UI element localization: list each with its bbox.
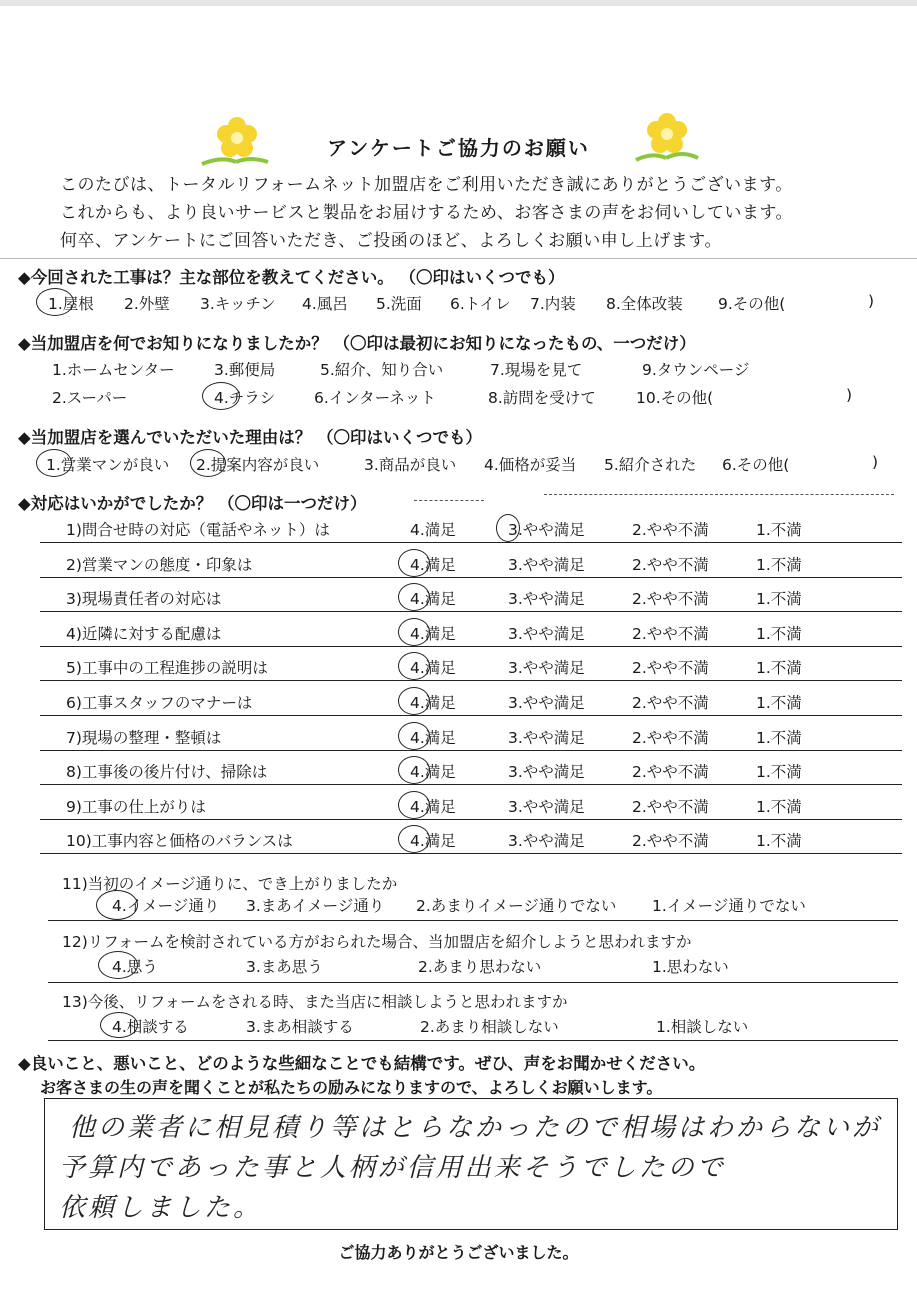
q12-option-3[interactable]: 3.まあ思う xyxy=(246,958,323,976)
selection-circle xyxy=(398,583,430,611)
comment-box[interactable] xyxy=(44,1098,898,1230)
selection-circle xyxy=(398,549,430,577)
q3-option-3[interactable]: 3.商品が良い xyxy=(364,456,457,474)
row-divider xyxy=(40,680,902,681)
q4-rating-option[interactable]: 2.やや不満 xyxy=(632,590,709,608)
q4-rating-option[interactable]: 1.不満 xyxy=(756,798,802,816)
q4-rating-option[interactable]: 4.満足 xyxy=(410,694,456,712)
q4-rating-option[interactable]: 2.やや不満 xyxy=(632,625,709,643)
row-divider xyxy=(40,542,902,543)
q4-rating-option[interactable]: 3.やや満足 xyxy=(508,763,585,781)
selection-circle xyxy=(398,618,430,646)
q4-item-label: 1)問合せ時の対応（電話やネット）は xyxy=(66,521,330,539)
q4-rating-option[interactable]: 4.満足 xyxy=(410,729,456,747)
q1-option-7[interactable]: 7.内装 xyxy=(530,295,576,313)
q4-item-label: 7)現場の整理・整頓は xyxy=(66,729,222,747)
q4-rating-option[interactable]: 3.やや満足 xyxy=(508,694,585,712)
selection-circle xyxy=(398,825,430,853)
selection-circle xyxy=(398,722,430,750)
q4-rating-option[interactable]: 3.やや満足 xyxy=(508,832,585,850)
q4-rating-option[interactable]: 2.やや不満 xyxy=(632,729,709,747)
row-divider xyxy=(40,577,902,578)
q4-rating-option[interactable]: 1.不満 xyxy=(756,521,802,539)
q4-rating-option[interactable]: 1.不満 xyxy=(756,659,802,677)
q4-rating-option[interactable]: 2.やや不満 xyxy=(632,798,709,816)
q4-rating-option[interactable]: 1.不満 xyxy=(756,763,802,781)
q3-option-2[interactable]: 2.提案内容が良い xyxy=(196,456,320,474)
selection-circle xyxy=(190,449,226,477)
q4-rating-option[interactable]: 3.やや満足 xyxy=(508,729,585,747)
q1-option-4[interactable]: 4.風呂 xyxy=(302,295,348,313)
comment-line-2: 予算内であった事と人柄が信用出来そうでしたので xyxy=(59,1153,726,1183)
q12-option-1[interactable]: 1.思わない xyxy=(652,958,729,976)
q13-question: 13)今後、リフォームをされる時、また当店に相談しようと思われますか xyxy=(62,993,568,1011)
q4-rating-option[interactable]: 4.満足 xyxy=(410,590,456,608)
q4-heading xyxy=(18,490,366,514)
row-divider xyxy=(40,646,902,647)
q4-rating-option[interactable]: 1.不満 xyxy=(756,590,802,608)
q2-heading-text: ◆当加盟店を何でお知りになりましたか？ xyxy=(18,334,328,353)
q4-rating-option[interactable]: 1.不満 xyxy=(756,625,802,643)
q2-option-1[interactable]: 1.ホームセンター xyxy=(52,361,175,379)
q4-rating-option[interactable]: 3.やや満足 xyxy=(508,556,585,574)
q2-option-7[interactable]: 7.現場を見て xyxy=(490,361,583,379)
q4-rating-option[interactable]: 2.やや不満 xyxy=(632,659,709,677)
selection-circle xyxy=(398,652,430,680)
selection-circle xyxy=(36,449,72,477)
q2-option-6[interactable]: 6.インターネット xyxy=(314,389,436,407)
selection-circle xyxy=(398,756,430,784)
q4-item-label: 4)近隣に対する配慮は xyxy=(66,625,222,643)
q11-option-1[interactable]: 1.イメージ通りでない xyxy=(652,897,806,915)
q4-rating-option[interactable]: 3.やや満足 xyxy=(508,659,585,677)
q11-question: 11)当初のイメージ通りに、でき上がりましたか xyxy=(62,875,398,893)
q3-option-6-close: ) xyxy=(872,453,879,471)
q3-heading-text: ◆当加盟店を選んでいただいた理由は？ xyxy=(18,428,312,447)
comment-subheading: お客さまの生の声を聞くことが私たちの励みになりますので、よろしくお願いします。 xyxy=(40,1078,663,1097)
q4-rating-option[interactable]: 2.やや不満 xyxy=(632,694,709,712)
q1-option-9-close: ) xyxy=(868,292,875,310)
row-divider xyxy=(40,784,902,785)
q1-option-5[interactable]: 5.洗面 xyxy=(376,295,422,313)
q2-option-5[interactable]: 5.紹介、知り合い xyxy=(320,361,444,379)
q4-note: （〇印は一つだけ） xyxy=(217,494,367,513)
q3-option-4[interactable]: 4.価格が妥当 xyxy=(484,456,577,474)
q1-option-3[interactable]: 3.キッチン xyxy=(200,295,276,313)
q12-question: 12)リフォームを検討されている方がおられた場合、当加盟店を紹介しようと思われますか xyxy=(62,933,692,951)
q4-item-label: 9)工事の仕上がりは xyxy=(66,798,206,816)
q13-option-2[interactable]: 2.あまり相談しない xyxy=(420,1018,559,1036)
q3-option-5[interactable]: 5.紹介された xyxy=(604,456,697,474)
q1-option-9[interactable]: 9.その他( xyxy=(718,295,786,313)
q4-item-label: 5)工事中の工程進捗の説明は xyxy=(66,659,268,677)
q4-item-label: 6)工事スタッフのマナーは xyxy=(66,694,253,712)
dashed-line xyxy=(414,500,484,501)
q4-rating-option[interactable]: 3.やや満足 xyxy=(508,521,585,539)
q3-option-6[interactable]: 6.その他( xyxy=(722,456,790,474)
selection-circle xyxy=(398,687,430,715)
q1-heading xyxy=(18,264,564,288)
q4-rating-option[interactable]: 3.やや満足 xyxy=(508,625,585,643)
q1-option-1[interactable]: 1.屋根 xyxy=(48,295,94,313)
q13-option-3[interactable]: 3.まあ相談する xyxy=(246,1018,354,1036)
q11-option-2[interactable]: 2.あまりイメージ通りでない xyxy=(416,897,617,915)
q4-rating-option[interactable]: 2.やや不満 xyxy=(632,521,709,539)
q4-rating-option[interactable]: 4.満足 xyxy=(410,659,456,677)
q4-rating-option[interactable]: 2.やや不満 xyxy=(632,763,709,781)
intro-line-1: このたびは、トータルリフォームネット加盟店をご利用いただき誠にありがとうございます。 xyxy=(60,175,793,195)
q4-rating-option[interactable]: 4.満足 xyxy=(410,556,456,574)
q2-option-2[interactable]: 2.スーパー xyxy=(52,389,128,407)
selection-circle xyxy=(96,890,138,920)
q4-rating-option[interactable]: 4.満足 xyxy=(410,521,456,539)
q4-rating-option[interactable]: 4.満足 xyxy=(410,625,456,643)
scan-edge xyxy=(0,0,917,6)
row-divider xyxy=(40,750,902,751)
q2-option-10[interactable]: 10.その他( xyxy=(636,389,714,407)
intro-line-2: これからも、より良いサービスと製品をお届けするため、お客さまの声をお伺いしています。 xyxy=(60,203,793,223)
q2-option-9[interactable]: 9.タウンページ xyxy=(642,361,750,379)
row-divider xyxy=(40,853,902,854)
q4-rating-option[interactable]: 4.満足 xyxy=(410,832,456,850)
q2-heading xyxy=(18,330,696,354)
row-divider xyxy=(40,715,902,716)
q4-rating-option[interactable]: 4.満足 xyxy=(410,798,456,816)
selection-circle xyxy=(202,382,240,410)
q4-item-label: 2)営業マンの態度・印象は xyxy=(66,556,253,574)
q4-heading-text: ◆対応はいかがでしたか？ xyxy=(18,494,213,513)
q4-rating-option[interactable]: 1.不満 xyxy=(756,729,802,747)
q1-option-8[interactable]: 8.全体改装 xyxy=(606,295,683,313)
q13-option-1[interactable]: 1.相談しない xyxy=(656,1018,749,1036)
q2-option-10-close: ) xyxy=(846,386,853,404)
divider xyxy=(0,258,917,259)
q4-item-label: 3)現場責任者の対応は xyxy=(66,590,222,608)
row-divider xyxy=(40,611,902,612)
q4-rating-option[interactable]: 1.不満 xyxy=(756,556,802,574)
page-title: アンケートご協力のお願い xyxy=(327,136,590,160)
q1-note: （〇印はいくつでも） xyxy=(399,268,565,287)
footer-thanks: ご協力ありがとうございました。 xyxy=(338,1243,579,1262)
row-divider xyxy=(48,982,898,983)
q11-option-4[interactable]: 4.イメージ通り xyxy=(112,897,220,915)
q4-rating-option[interactable]: 1.不満 xyxy=(756,832,802,850)
q4-rating-option[interactable]: 1.不満 xyxy=(756,694,802,712)
q2-option-3[interactable]: 3.郵便局 xyxy=(214,361,276,379)
q4-rating-option[interactable]: 2.やや不満 xyxy=(632,832,709,850)
q1-option-6[interactable]: 6.トイレ xyxy=(450,295,511,313)
q4-rating-option[interactable]: 2.やや不満 xyxy=(632,556,709,574)
q2-option-4[interactable]: 4.チラシ xyxy=(214,389,276,407)
dashed-line xyxy=(544,494,894,495)
q3-note: （〇印はいくつでも） xyxy=(316,428,482,447)
row-divider xyxy=(48,920,898,921)
q4-rating-option[interactable]: 3.やや満足 xyxy=(508,798,585,816)
selection-circle xyxy=(98,951,138,979)
q3-option-1[interactable]: 1.営業マンが良い xyxy=(46,456,170,474)
selection-circle xyxy=(398,791,430,819)
q1-heading-text: ◆今回された工事は？主な部位を教えてください。 xyxy=(18,268,394,287)
comment-line-3: 依頼しました。 xyxy=(59,1193,263,1223)
selection-circle xyxy=(100,1012,138,1038)
q4-item-label: 8)工事後の後片付け、掃除は xyxy=(66,763,268,781)
q4-rating-option[interactable]: 3.やや満足 xyxy=(508,590,585,608)
q3-heading xyxy=(18,424,482,448)
intro-line-3: 何卒、アンケートにご回答いただき、ご投函のほど、よろしくお願い申し上げます。 xyxy=(60,231,722,251)
q2-option-8[interactable]: 8.訪問を受けて xyxy=(488,389,596,407)
q12-option-2[interactable]: 2.あまり思わない xyxy=(418,958,542,976)
row-divider xyxy=(48,1040,898,1041)
q2-note: （〇印は最初にお知りになったもの、一つだけ） xyxy=(333,334,696,353)
q4-rating-option[interactable]: 4.満足 xyxy=(410,763,456,781)
q12-option-4[interactable]: 4.思う xyxy=(112,958,158,976)
row-divider xyxy=(40,819,902,820)
selection-circle xyxy=(36,288,74,316)
comment-heading: ◆良いこと、悪いこと、どのような些細なことでも結構です。ぜひ、声をお聞かせください。 xyxy=(18,1054,706,1073)
selection-circle xyxy=(496,514,520,542)
q11-option-3[interactable]: 3.まあイメージ通り xyxy=(246,897,385,915)
comment-line-1: 他の業者に相見積り等はとらなかったので相場はわからないが xyxy=(69,1113,882,1143)
q13-option-4[interactable]: 4.相談する xyxy=(112,1018,189,1036)
q4-item-label: 10)工事内容と価格のバランスは xyxy=(66,832,293,850)
q1-option-2[interactable]: 2.外壁 xyxy=(124,295,170,313)
